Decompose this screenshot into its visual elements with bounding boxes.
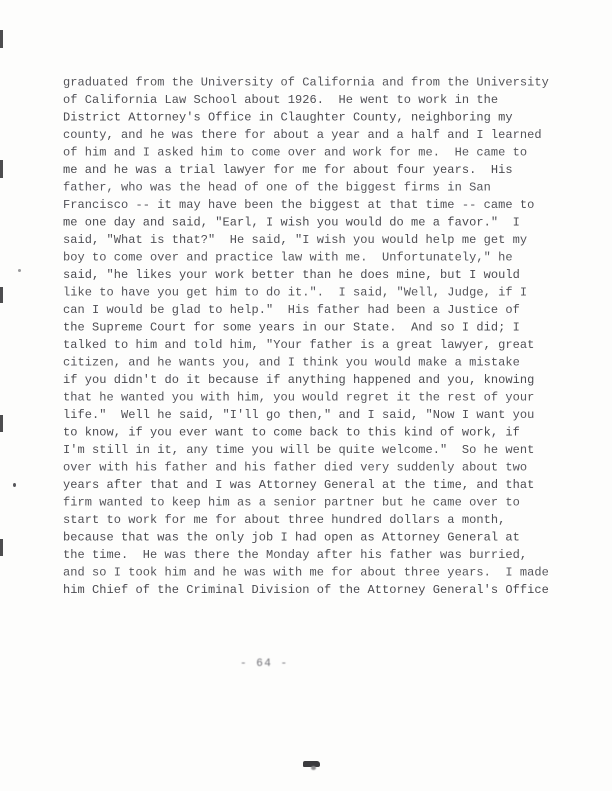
text-line: county, and he was there for about a year and a half and I learned [63, 127, 542, 142]
text-line: I'm still in it, any time you will be quite welcome." So he went [63, 442, 535, 457]
text-line: father, who was the head of one of the biggest firms in San [63, 180, 491, 195]
text-line: life." Well he said, "I'll go then," and I said, "Now I want you [63, 407, 535, 422]
text-line: said, "What is that?" He said, "I wish you would help me get my [63, 232, 528, 247]
text-line: Francisco -- it may have been the biggest at that time -- came to [63, 197, 535, 212]
text-line: District Attorney's Office in Claughter County, neighboring my [63, 110, 513, 125]
text-line: years after that and I was Attorney General at the time, and that [63, 477, 535, 492]
text-line: graduated from the University of California and from the University [63, 75, 549, 90]
text-line: that he wanted you with him, you would regret it the rest of your [63, 390, 535, 405]
transcript-text-block [63, 74, 568, 599]
text-line: and so I took him and he was with me for about three years. I made [63, 565, 549, 580]
text-line: me and he was a trial lawyer for me for about four years. His [63, 162, 513, 177]
text-line: citizen, and he wants you, and I think you would make a mistake [63, 355, 520, 370]
text-line: like to have you get him to do it.". I said, "Well, Judge, if I [63, 285, 528, 300]
scan-edge-mark [0, 30, 3, 48]
scan-edge-mark [0, 415, 3, 432]
scan-edge-mark [0, 539, 3, 556]
text-line: firm wanted to keep him as a senior partner but he came over to [63, 495, 520, 510]
text-line: said, "he likes your work better than he does mine, but I would [63, 267, 520, 282]
scan-speck [13, 483, 16, 487]
ink-smudge-mark [311, 766, 316, 770]
text-line: because that was the only job I had open as Attorney General at [63, 530, 520, 545]
text-line: the Supreme Court for some years in our State. And so I did; I [63, 320, 520, 335]
text-line: to know, if you ever want to come back to this kind of work, if [63, 425, 520, 440]
text-line: talked to him and told him, "Your father is a great lawyer, great [63, 337, 535, 352]
text-line: of California Law School about 1926. He went to work in the [63, 92, 499, 107]
text-line: the time. He was there the Monday after his father was burried, [63, 547, 528, 562]
scan-edge-mark [0, 160, 3, 178]
text-line: me one day and said, "Earl, I wish you would do me a favor." I [63, 215, 520, 230]
text-line: over with his father and his father died very suddenly about two [63, 460, 528, 475]
text-line: can I would be glad to help." His father had been a Justice of [63, 302, 520, 317]
text-line: him Chief of the Criminal Division of the Attorney General's Office [63, 582, 549, 597]
text-line: if you didn't do it because if anything happened and you, knowing [63, 372, 535, 387]
text-line: of him and I asked him to come over and work for me. He came to [63, 145, 528, 160]
scan-speck [18, 269, 21, 272]
page-number: - 64 - [240, 658, 289, 670]
text-line: start to work for me for about three hundred dollars a month, [63, 512, 506, 527]
scan-edge-mark [0, 287, 3, 303]
text-line: boy to come over and practice law with me. Unfortunately," he [63, 250, 513, 265]
